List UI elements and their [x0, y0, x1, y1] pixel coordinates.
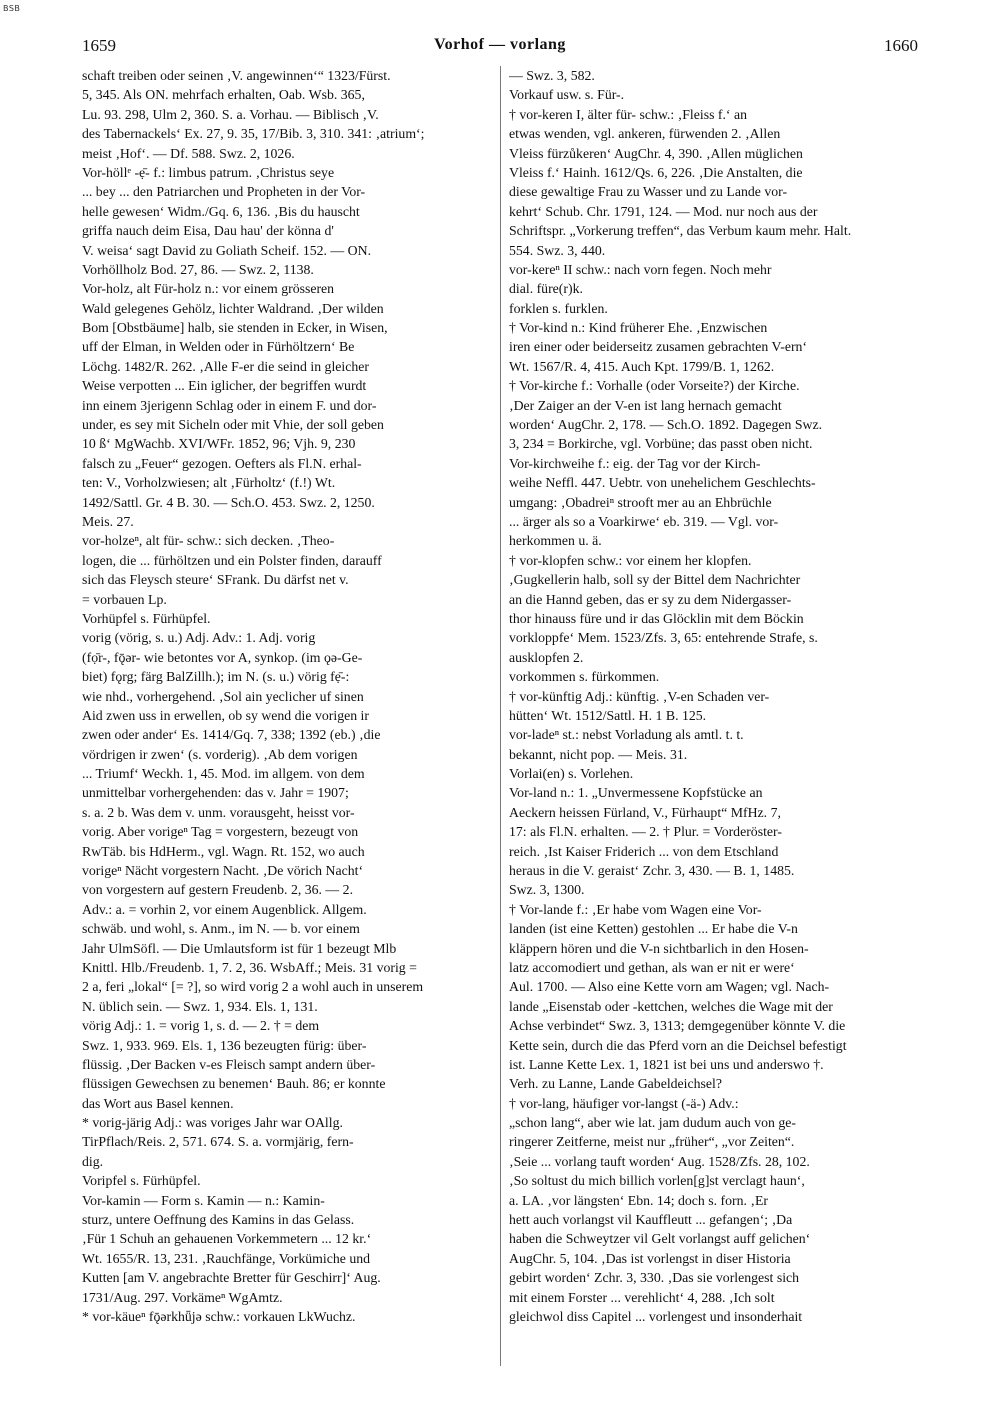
text-line: Vorhüpfel s. Fürhüpfel.	[82, 610, 211, 626]
text-line: Vorkauf usw. s. Für-.	[509, 87, 625, 103]
text-line: Wald gelegenes Gehölz, lichter Waldrand. ‚Der wilden	[82, 300, 384, 316]
text-line: Swz. 3, 1300.	[509, 882, 585, 898]
text-line: biet) fǫrg; färg BalZillh.); im N. (s. u.) vörig fẹ̄-:	[82, 669, 350, 685]
text-line: † Vor-kirche f.: Vorhalle (oder Vorseite?) der Kirche.	[509, 378, 800, 394]
text-line: weihe Neffl. 447. Uebtr. von unehelichem Geschlechts-	[509, 475, 816, 491]
text-line: Vleiss fürzůkeren‘ AugChr. 4, 390. ‚Allen müglichen	[509, 145, 803, 161]
text-line: † vor-künftig Adj.: künftig. ‚V-en Schaden ver-	[509, 688, 770, 704]
text-line: dig.	[82, 1153, 104, 1169]
text-line: Swz. 1, 933. 969. Els. 1, 136 bezeugten fürig: über-	[82, 1037, 367, 1053]
text-line: Aid zwen uss in erwellen, ob sy wend die vorigen ir	[82, 707, 369, 723]
text-line: vörig Adj.: 1. = vorig 1, s. d. — 2. † = dem	[82, 1018, 320, 1034]
text-line: † vor-keren I, älter für- schw.: ‚Fleiss f.‘ an	[509, 106, 747, 122]
text-line: Wt. 1655/R. 13, 231. ‚Rauchfänge, Vorkümiche und	[82, 1250, 371, 1266]
text-line: heraus in die V. geraist‘ Zchr. 3, 430. — B. 1, 1485.	[509, 863, 795, 879]
text-line: worden‘ AugChr. 2, 178. — Sch.O. 1892. Dagegen Swz.	[509, 417, 823, 433]
left-column	[82, 66, 492, 1326]
text-line: RwTäb. bis HdHerm., vgl. Wagn. Rt. 152, wo auch	[82, 843, 365, 859]
text-line: mit einem Forster ... verehlicht‘ 4, 288. ‚Ich solt	[509, 1289, 775, 1305]
text-line: thor hinauss füre und ir das Glöcklin mit dem Böckin	[509, 610, 804, 626]
text-line: Aul. 1700. — Also eine Kette vorn am Wagen; vgl. Nach-	[509, 979, 830, 995]
text-line: * vorig-järig Adj.: was voriges Jahr war OAllg.	[82, 1115, 343, 1131]
text-line: landen (ist eine Ketten) gestohlen ... Er habe die V-n	[509, 921, 798, 937]
text-line: unmittelbar vorhergehenden: das v. Jahr = 1907;	[82, 785, 349, 801]
text-line: under, es sey mit Sicheln oder mit Vhie, der soll geben	[82, 417, 384, 433]
text-line: Lu. 93. 298, Ulm 2, 360. S. a. Vorhau. — Biblisch ‚V.	[82, 106, 379, 122]
text-line: wie nhd., vorhergehend. ‚Sol ain yeclicher uf sinen	[82, 688, 364, 704]
text-line: Vor-kamin — Form s. Kamin — n.: Kamin-	[82, 1192, 325, 1208]
text-line: ausklopfen 2.	[509, 649, 584, 665]
text-line: Vor-land n.: 1. „Unvermessene Kopfstücke an	[509, 785, 763, 801]
text-line: Bom [Obstbäume] halb, sie stenden in Ecker, in Wisen,	[82, 320, 388, 336]
text-line: Vorhöllholz Bod. 27, 86. — Swz. 2, 1138.	[82, 261, 314, 277]
text-line: Vor-holz, alt Für-holz n.: vor einem grösseren	[82, 281, 335, 297]
text-line: Vor-kirchweihe f.: eig. der Tag vor der Kirch-	[509, 455, 761, 471]
text-line: ... bey ... den Patriarchen und Propheten in der Vor-	[82, 184, 366, 200]
text-line: Löchg. 1482/R. 262. ‚Alle F-er die seind in gleicher	[82, 358, 369, 374]
text-line: 2 a, feri „lokal“ [= ?], so wird vorig 2 a wohl auch in unserem	[82, 979, 424, 995]
text-line: Kette sein, durch die das Pferd vorn an die Deichsel befestigt	[509, 1037, 847, 1053]
text-line: sich das Fleysch steure‘ SFrank. Du därfst net v.	[82, 572, 349, 588]
text-line: † vor-klopfen schw.: vor einem her klopfen.	[509, 552, 752, 568]
text-line: zwen oder ander‘ Es. 1414/Gq. 7, 338; 1392 (eb.) ‚die	[82, 727, 381, 743]
text-line: dial. füre(r)k.	[509, 281, 583, 297]
text-line: reich. ‚Ist Kaiser Friderich ... von dem Etschland	[509, 843, 779, 859]
text-line: des Tabernackels‘ Ex. 27, 9. 35, 17/Bib. 3, 310. 341: ‚atrium‘;	[82, 126, 425, 142]
text-line: s. a. 2 b. Was dem v. unm. vorausgeht, heisst vor-	[82, 804, 355, 820]
text-line: schaft treiben oder seinen ‚V. angewinnen‘“ 1323/Fürst.	[82, 68, 391, 83]
text-line: Voripfel s. Fürhüpfel.	[82, 1173, 201, 1189]
text-line: vorig (vörig, s. u.) Adj. Adv.: 1. Adj. vorig	[82, 630, 316, 646]
text-line: (fọ̄r-, fǭər- wie betontes vor A, synkop. (im ǫə-Ge-	[82, 649, 363, 665]
text-line: a. LA. ‚vor längsten‘ Ebn. 14; doch s. forn. ‚Er	[509, 1192, 769, 1208]
right-column	[509, 66, 917, 1326]
text-line: ... Triumf‘ Weckh. 1, 45. Mod. im allgem. von dem	[82, 766, 365, 782]
text-line: Weise verpotten ... Ein iglicher, der begriffen wurdt	[82, 378, 367, 394]
text-line: Kutten [am V. angebrachte Bretter für Geschirr]‘ Aug.	[82, 1270, 381, 1286]
text-line: Jahr UlmSöfl. — Die Umlautsform ist für 1 bezeugt Mlb	[82, 940, 397, 956]
text-line: lande „Eisenstab oder -kettchen, welches die Wage mit der	[509, 998, 833, 1014]
text-line: „schon lang“, aber wie lat. jam dudum auch von ge-	[509, 1115, 796, 1131]
text-line: an die Hannd geben, das er sy zu dem Nidergasser-	[509, 591, 792, 607]
text-line: 5, 345. Als ON. mehrfach erhalten, Oab. Wsb. 365,	[82, 87, 365, 103]
column-divider	[500, 66, 501, 1366]
text-line: V. weisa‘ sagt David zu Goliath Scheif. 152. — ON.	[82, 242, 372, 258]
text-line: kläppern hören und die V-n sichtbarlich in den Hosen-	[509, 940, 809, 956]
text-line: ‚Gugkellerin halb, soll sy der Bittel dem Nachrichter	[509, 572, 801, 588]
text-line: Vleiss f.‘ Hainh. 1612/Qs. 6, 226. ‚Die Anstalten, die	[509, 164, 803, 180]
text-line: † vor-lang, häufiger vor-langst (-ä-) Adv.:	[509, 1095, 739, 1111]
text-line: 1492/Sattl. Gr. 4 B. 30. — Sch.O. 453. Swz. 2, 1250.	[82, 494, 375, 510]
text-line: helle gewesen‘ Widm./Gq. 6, 136. ‚Bis du hauscht	[82, 203, 360, 219]
text-line: das Wort aus Basel kennen.	[82, 1095, 234, 1111]
text-line: meist ‚Hof‘. — Df. 588. Swz. 2, 1026.	[82, 145, 295, 161]
text-line: bekannt, nicht pop. — Meis. 31.	[509, 746, 688, 762]
text-line: Knittl. Hlb./Freudenb. 1, 7. 2, 36. WsbAff.; Meis. 31 vorig =	[82, 959, 417, 975]
text-line: herkommen u. ä.	[509, 533, 602, 549]
text-line: ist. Lanne Kette Lex. 1, 1821 ist bei uns und anderswo †.	[509, 1056, 824, 1072]
text-line: diese gewaltige Frau zu Wasser und zu Lande vor-	[509, 184, 788, 200]
text-line: schwäb. und wohl, s. Anm., im N. — b. vor einem	[82, 921, 360, 937]
text-line: hett auch vorlangst vil Kauffleutt ... gefangen‘; ‚Da	[509, 1212, 793, 1228]
text-line: = vorbauen Lp.	[82, 591, 167, 607]
text-line: N. üblich sein. — Swz. 1, 934. Els. 1, 131.	[82, 998, 318, 1014]
text-line: 554. Swz. 3, 440.	[509, 242, 606, 258]
text-line: ‚Seie ... vorlang tauft worden‘ Aug. 1528/Zfs. 28, 102.	[509, 1153, 810, 1169]
text-line: flüssigen Gewechsen zu benemen‘ Bauh. 86; er konnte	[82, 1076, 386, 1092]
text-line: latz accomodiert und gethan, als wan er nit er were‘	[509, 959, 795, 975]
text-line: vorigeⁿ Nächt vorgestern Nacht. ‚De vörich Nacht‘	[82, 863, 364, 879]
text-line: gleichwol diss Capitel ... vorlengest und insonderhait	[509, 1309, 803, 1324]
text-line: griffa nauch deim Eisa, Dau hau' der könna d'	[82, 223, 334, 239]
text-line: sturz, untere Oeffnung des Kamins in das Gelass.	[82, 1212, 355, 1228]
text-line: vor-holzeⁿ, alt für- schw.: sich decken. ‚Theo-	[82, 533, 335, 549]
text-line: — Swz. 3, 582.	[509, 68, 595, 83]
text-line: Vorlai(en) s. Vorlehen.	[509, 766, 634, 782]
text-line: Meis. 27.	[82, 513, 134, 529]
page-number-right: 1660	[884, 36, 918, 55]
text-line: kehrt‘ Schub. Chr. 1791, 124. — Mod. nur noch aus der	[509, 203, 818, 219]
text-line: inn einem 3jerigenn Schlag oder in einem F. und dor-	[82, 397, 377, 413]
text-line: ten: V., Vorholzwiesen; alt ‚Fürholtz‘ (f.!) Wt.	[82, 475, 336, 491]
text-line: haben die Schweytzer vil Gelt vorlangst auff gelichen‘	[509, 1231, 811, 1247]
text-line: logen, die ... fürhöltzen und ein Polster finden, darauff	[82, 552, 382, 568]
text-line: vördrigen ir zwen‘ (s. vorderig). ‚Ab dem vorigen	[82, 746, 358, 762]
text-line: forklen s. furklen.	[509, 300, 608, 316]
page-number-left: 1659	[82, 36, 116, 55]
text-line: ... ärger als so a Voarkirwe‘ eb. 319. — Vgl. vor-	[509, 513, 779, 529]
text-line: † Vor-lande f.: ‚Er habe vom Wagen eine Vor-	[509, 901, 762, 917]
text-line: 17: als Fl.N. erhalten. — 2. † Plur. = Vorderöster-	[509, 824, 782, 840]
text-line: Verh. zu Lanne, Lande Gabeldeichsel?	[509, 1076, 722, 1092]
text-line: Aeckern heissen Fürland, V., Fürhaupt“ MfHz. 7,	[509, 804, 781, 820]
text-line: Achse verbindet“ Swz. 3, 1313; demgegenüber könnte V. die	[509, 1018, 846, 1034]
text-line: Schriftspr. „Vorkerung treffen“, das Verbum kaum mehr. Halt.	[509, 223, 852, 239]
text-line: falsch zu „Feuer“ gezogen. Oefters als Fl.N. erhal-	[82, 455, 362, 471]
text-line: vorig. Aber vorigeⁿ Tag = vorgestern, bezeugt von	[82, 824, 359, 840]
text-line: iren einer oder beiderseitz zusamen gebrachten V-ern‘	[509, 339, 808, 355]
text-line: ‚Der Zaiger an der V-en ist lang hernach gemacht	[509, 397, 782, 413]
page-header	[82, 36, 918, 60]
text-line: † Vor-kind n.: Kind früherer Ehe. ‚Enzwischen	[509, 320, 768, 336]
text-line: vor-ladeⁿ st.: nebst Vorladung als amtl. t. t.	[509, 727, 744, 743]
text-line: ‚Für 1 Schuh an gehauenen Vorkemmetern ... 12 kr.‘	[82, 1231, 372, 1247]
text-line: vor-kereⁿ II schw.: nach vorn fegen. Noch mehr	[509, 261, 772, 277]
text-line: gebirt worden‘ Zchr. 3, 330. ‚Das sie vorlengest sich	[509, 1270, 800, 1286]
text-line: ‚So soltust du mich billich vorlen[g]st verclagt haun‘,	[509, 1173, 805, 1189]
text-line: vorkommen s. fürkommen.	[509, 669, 660, 685]
text-line: Adv.: a. = vorhin 2, vor einem Augenblick. Allgem.	[82, 901, 367, 917]
text-line: flüssig. ‚Der Backen v-es Fleisch sampt andern über-	[82, 1056, 376, 1072]
text-line: etwas wenden, vgl. ankeren, fürwenden 2. ‚Allen	[509, 126, 781, 142]
text-line: 1731/Aug. 297. Vorkämeⁿ WgAmtz.	[82, 1289, 283, 1305]
text-line: uff der Elman, in Welden oder in Fürhöltzern‘ Be	[82, 339, 355, 355]
text-line: 10 ß‘ MgWachb. XVI/WFr. 1852, 96; Vjh. 9, 230	[82, 436, 356, 452]
text-line: 3, 234 = Borkirche, vgl. Vorbüne; das passt oben nicht.	[509, 436, 813, 452]
running-title: Vorhof — vorlang	[434, 36, 566, 53]
library-stamp: BSB	[3, 4, 21, 13]
text-line: Wt. 1567/R. 4, 415. Auch Kpt. 1799/B. 1, 1262.	[509, 358, 775, 374]
text-line: von vorgestern auf gestern Freudenb. 2, 36. — 2.	[82, 882, 354, 898]
text-line: umgang: ‚Obadreiⁿ strooft mer au an Ehbrüchle	[509, 494, 772, 510]
text-line: ringerer Zeitferne, meist nur „früher“, „vor Zeiten“.	[509, 1134, 795, 1150]
text-line: hütten‘ Wt. 1512/Sattl. H. 1 B. 125.	[509, 707, 707, 723]
text-line: Vor-höllᵉ -ẹ̄- f.: limbus patrum. ‚Christus seye	[82, 164, 335, 180]
text-line: vorkloppfe‘ Mem. 1523/Zfs. 3, 65: entehrende Strafe, s.	[509, 630, 818, 646]
text-line: TirPflach/Reis. 2, 571. 674. S. a. vormjärig, fern-	[82, 1134, 354, 1150]
text-line: * vor-käueⁿ fǭərkhǖjə schw.: vorkauen LkWuchz.	[82, 1309, 356, 1324]
text-line: AugChr. 5, 104. ‚Das ist vorlengst in diser Historia	[509, 1250, 791, 1266]
